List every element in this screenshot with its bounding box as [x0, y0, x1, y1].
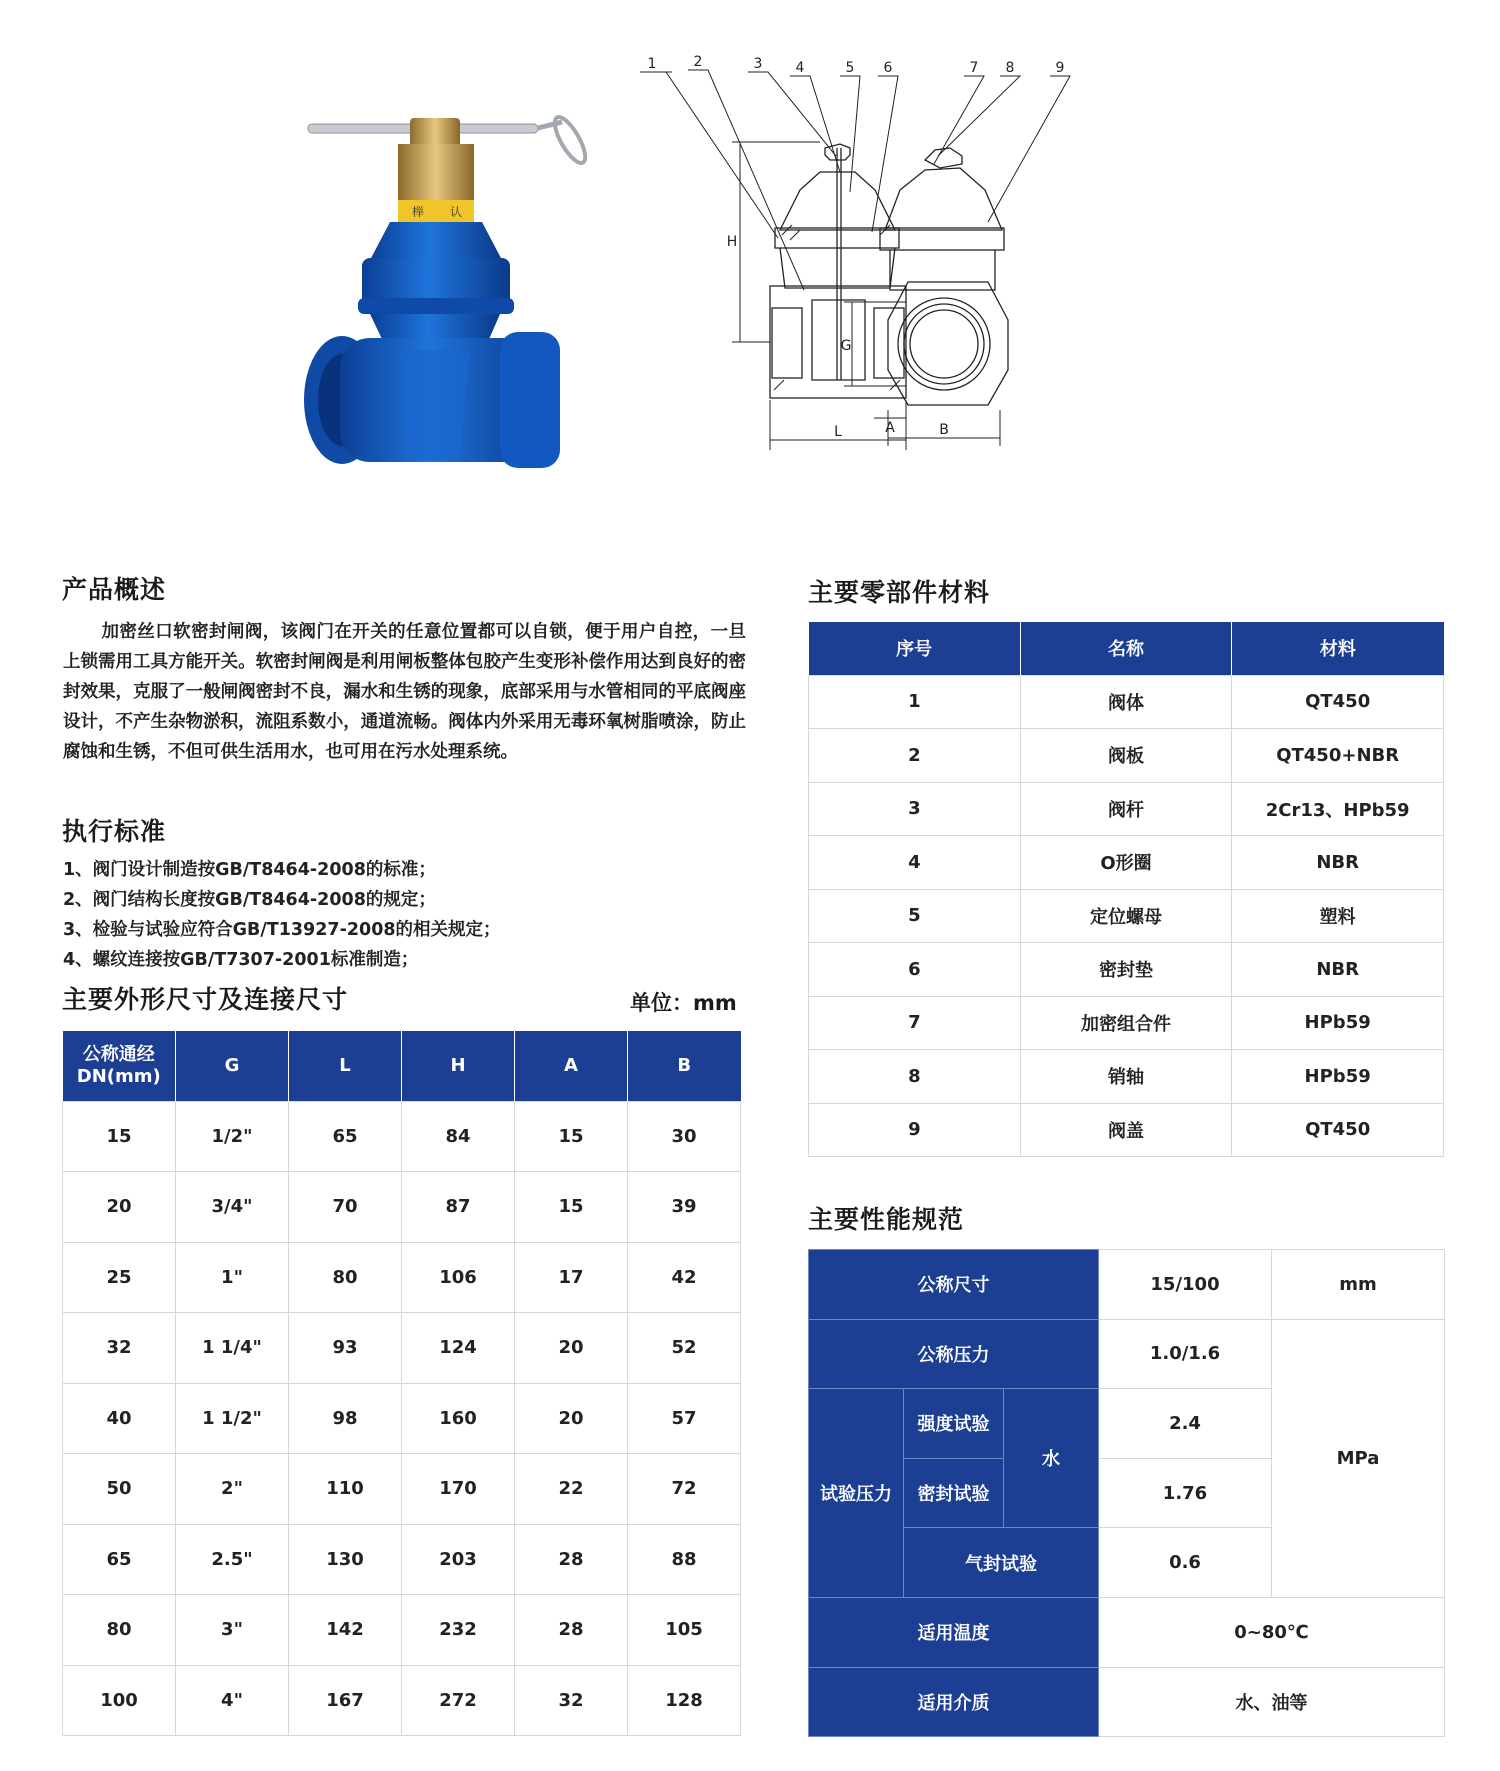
table-cell: QT450 [1232, 1103, 1444, 1157]
pressure-unit: MPa [1272, 1319, 1445, 1597]
table-cell: 15 [515, 1172, 628, 1243]
table-cell: 阀体 [1020, 675, 1232, 729]
seal-test-value: 1.76 [1099, 1458, 1272, 1528]
table-cell: 50 [63, 1454, 176, 1525]
performance-title: 主要性能规范 [808, 1205, 965, 1234]
table-cell: 阀板 [1020, 729, 1232, 783]
table-cell: 110 [289, 1454, 402, 1525]
table-cell: 80 [289, 1242, 402, 1313]
table-cell: 160 [402, 1383, 515, 1454]
nominal-size-label: 公称尺寸 [809, 1250, 1099, 1320]
table-cell: 65 [289, 1101, 402, 1172]
medium-label: 适用介质 [809, 1667, 1099, 1737]
column-header-dn: 公称通经 DN(mm) [63, 1031, 176, 1101]
table-cell: 40 [63, 1383, 176, 1454]
table-cell: 2 [809, 729, 1021, 783]
dim-label-b: B [939, 422, 949, 438]
dimensions-table [62, 1031, 741, 1736]
table-cell: 28 [515, 1595, 628, 1666]
table-row [809, 729, 1444, 783]
callout-4: 4 [795, 60, 805, 76]
table-header-row [809, 622, 1444, 675]
table-cell: 阀杆 [1020, 782, 1232, 836]
table-cell: 3" [176, 1595, 289, 1666]
table-row [63, 1101, 741, 1172]
table-row [809, 943, 1444, 997]
table-cell: 88 [628, 1524, 741, 1595]
callout-6: 6 [883, 60, 893, 76]
table-cell: 9 [809, 1103, 1021, 1157]
temperature-label: 适用温度 [809, 1597, 1099, 1667]
table-cell: QT450+NBR [1232, 729, 1444, 783]
table-cell: 28 [515, 1524, 628, 1595]
dim-label-l: L [834, 424, 842, 440]
table-cell: 1 1/2" [176, 1383, 289, 1454]
table-cell: NBR [1232, 836, 1444, 890]
table-cell: 128 [628, 1665, 741, 1736]
column-header-no: 序号 [809, 622, 1021, 675]
temperature-value: 0~80℃ [1099, 1597, 1445, 1667]
table-cell: 4 [809, 836, 1021, 890]
table-row [809, 889, 1444, 943]
callout-2: 2 [693, 54, 703, 70]
table-row [63, 1383, 741, 1454]
table-row [809, 1250, 1445, 1320]
column-header-a: A [515, 1031, 628, 1101]
table-cell: 130 [289, 1524, 402, 1595]
table-cell: 1 1/4" [176, 1313, 289, 1384]
table-cell: 25 [63, 1242, 176, 1313]
table-cell: 98 [289, 1383, 402, 1454]
parts-title: 主要零部件材料 [808, 578, 991, 607]
air-test-value: 0.6 [1099, 1528, 1272, 1598]
table-cell: 30 [628, 1101, 741, 1172]
table-cell: 加密组合件 [1020, 996, 1232, 1050]
table-cell: 2.5" [176, 1524, 289, 1595]
table-cell: 20 [515, 1313, 628, 1384]
callout-9: 9 [1055, 60, 1065, 76]
table-cell: 阀盖 [1020, 1103, 1232, 1157]
table-row [809, 782, 1444, 836]
table-row [809, 1319, 1445, 1389]
table-cell: 2" [176, 1454, 289, 1525]
table-row [809, 1667, 1445, 1737]
table-cell: 3 [809, 782, 1021, 836]
table-cell: 20 [515, 1383, 628, 1454]
strength-test-value: 2.4 [1099, 1389, 1272, 1459]
table-cell: 15 [515, 1101, 628, 1172]
table-cell: 65 [63, 1524, 176, 1595]
callout-5: 5 [845, 60, 855, 76]
table-cell: 3/4" [176, 1172, 289, 1243]
table-cell: 塑料 [1232, 889, 1444, 943]
table-cell: 15 [63, 1101, 176, 1172]
table-cell: 4" [176, 1665, 289, 1736]
column-header-g: G [176, 1031, 289, 1101]
seal-test-label: 密封试验 [904, 1458, 1004, 1528]
table-row [809, 996, 1444, 1050]
table-row [63, 1313, 741, 1384]
column-header-b: B [628, 1031, 741, 1101]
table-cell: 80 [63, 1595, 176, 1666]
standards-title: 执行标准 [62, 817, 167, 846]
table-row [63, 1172, 741, 1243]
table-cell: 203 [402, 1524, 515, 1595]
table-cell: 1 [809, 675, 1021, 729]
table-row [63, 1242, 741, 1313]
table-row [63, 1595, 741, 1666]
table-cell: 87 [402, 1172, 515, 1243]
standard-item: 1、阀门设计制造按GB/T8464-2008的标准； [63, 860, 436, 880]
table-cell: 32 [515, 1665, 628, 1736]
table-row [63, 1524, 741, 1595]
table-cell: 2Cr13、HPb59 [1232, 782, 1444, 836]
table-cell: HPb59 [1232, 996, 1444, 1050]
performance-table [808, 1249, 1445, 1737]
nominal-pressure-label: 公称压力 [809, 1319, 1099, 1389]
callout-7: 7 [969, 60, 979, 76]
table-cell: 5 [809, 889, 1021, 943]
table-cell: 52 [628, 1313, 741, 1384]
table-cell: 272 [402, 1665, 515, 1736]
table-cell: 93 [289, 1313, 402, 1384]
table-row [809, 675, 1444, 729]
table-cell: 39 [628, 1172, 741, 1243]
table-row [63, 1454, 741, 1525]
nominal-size-unit: mm [1272, 1250, 1445, 1320]
table-cell: 84 [402, 1101, 515, 1172]
dimensions-unit: 单位：mm [630, 991, 737, 1015]
table-cell: 142 [289, 1595, 402, 1666]
table-cell: 72 [628, 1454, 741, 1525]
standard-item: 2、阀门结构长度按GB/T8464-2008的规定； [63, 890, 436, 910]
table-cell: HPb59 [1232, 1050, 1444, 1104]
table-cell: 销轴 [1020, 1050, 1232, 1104]
dimensions-title: 主要外形尺寸及连接尺寸 [62, 985, 349, 1014]
table-cell: O形圈 [1020, 836, 1232, 890]
table-cell: 57 [628, 1383, 741, 1454]
column-header-material: 材料 [1232, 622, 1444, 675]
test-medium: 水 [1004, 1389, 1099, 1528]
table-cell: 32 [63, 1313, 176, 1384]
parts-table [808, 622, 1444, 1157]
nominal-pressure-value: 1.0/1.6 [1099, 1319, 1272, 1389]
table-row [63, 1665, 741, 1736]
dim-label-g: G [840, 338, 852, 354]
table-cell: 22 [515, 1454, 628, 1525]
table-cell: 1/2" [176, 1101, 289, 1172]
table-row [809, 1050, 1444, 1104]
test-pressure-label: 试验压力 [809, 1389, 904, 1598]
table-cell: 6 [809, 943, 1021, 997]
callout-1: 1 [647, 56, 657, 72]
handle-mark-1: 榉 [412, 205, 425, 219]
table-cell: 105 [628, 1595, 741, 1666]
table-cell: 20 [63, 1172, 176, 1243]
table-header-row [63, 1031, 741, 1101]
table-cell: QT450 [1232, 675, 1444, 729]
table-cell: 7 [809, 996, 1021, 1050]
overview-text: 加密丝口软密封闸阀，该阀门在开关的任意位置都可以自锁，便于用户自控，一旦上锁需用工具方能开关。软密封闸阀是利用闸板整体包胶产生变形补偿作用达到良好的密封效果，克服了一般闸阀密封不良，漏水和生锈的现象，底部采用与水管相同的平底阀座设计，不产生杂物淤积，流阻系数小，通道流畅。阀体内外采用无毒环氧树脂喷涂，防止腐蚀和生锈，不但可供生活用水，也可用在污水处理系统。 [63, 622, 746, 762]
table-cell: 167 [289, 1665, 402, 1736]
table-cell: 170 [402, 1454, 515, 1525]
handle-mark-2: 认 [450, 205, 463, 219]
valve-product-image [300, 100, 610, 530]
column-header-l: L [289, 1031, 402, 1101]
table-cell: 124 [402, 1313, 515, 1384]
dim-label-a: A [885, 420, 895, 436]
table-cell: NBR [1232, 943, 1444, 997]
table-row [809, 1597, 1445, 1667]
callout-3: 3 [753, 56, 763, 72]
table-cell: 106 [402, 1242, 515, 1313]
standard-item: 4、螺纹连接按GB/T7307-2001标准制造； [63, 950, 419, 970]
table-cell: 100 [63, 1665, 176, 1736]
standards-list [63, 855, 746, 975]
column-header-h: H [402, 1031, 515, 1101]
air-test-label: 气封试验 [904, 1528, 1099, 1598]
standard-item: 3、检验与试验应符合GB/T13927-2008的相关规定； [63, 920, 501, 940]
medium-value: 水、油等 [1099, 1667, 1445, 1737]
strength-test-label: 强度试验 [904, 1389, 1004, 1459]
table-cell: 17 [515, 1242, 628, 1313]
nominal-size-value: 15/100 [1099, 1250, 1272, 1320]
dim-label-h: H [726, 234, 738, 250]
callout-8: 8 [1005, 60, 1015, 76]
table-cell: 密封垫 [1020, 943, 1232, 997]
table-cell: 8 [809, 1050, 1021, 1104]
column-header-name: 名称 [1020, 622, 1232, 675]
table-cell: 232 [402, 1595, 515, 1666]
table-cell: 定位螺母 [1020, 889, 1232, 943]
overview-title: 产品概述 [62, 575, 167, 604]
table-row [809, 836, 1444, 890]
table-row [809, 1103, 1444, 1157]
table-cell: 42 [628, 1242, 741, 1313]
valve-technical-drawing [647, 54, 1220, 510]
table-cell: 1" [176, 1242, 289, 1313]
table-cell: 70 [289, 1172, 402, 1243]
